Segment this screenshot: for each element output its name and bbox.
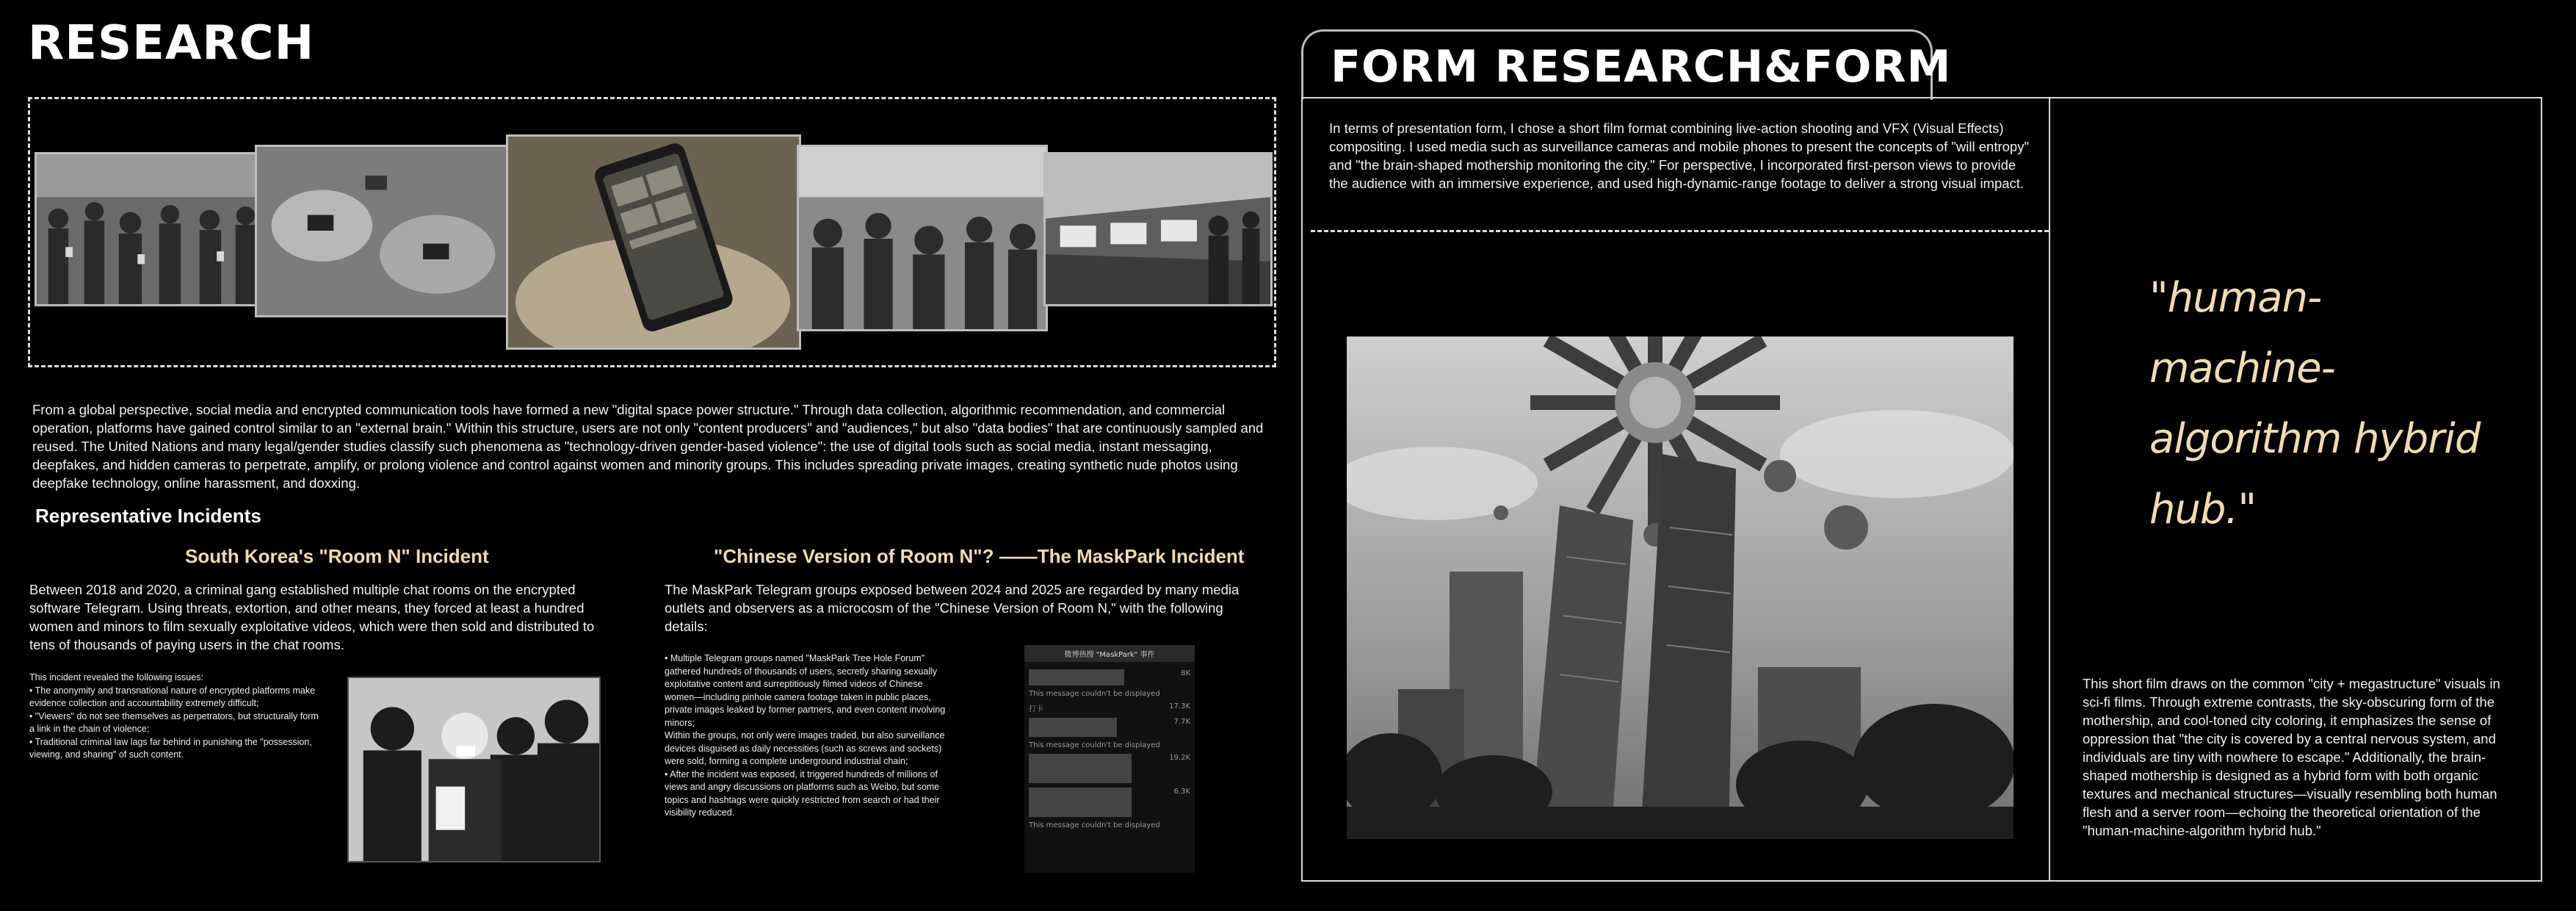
- chat-count: 7.7K: [1173, 718, 1190, 726]
- research-title: RESEARCH: [28, 16, 315, 71]
- chat-row: [1029, 754, 1190, 783]
- list-item: • Traditional criminal law lags far behind in punishing the "possession, viewing, and sharing" of such content.: [29, 736, 312, 760]
- chat-row: [1029, 669, 1190, 685]
- photo-hands-phones: [255, 145, 513, 317]
- list-item: • "Viewers" do not see themselves as perpetrators, but structurally form a link in the chain of violence;: [29, 710, 319, 734]
- image-city-megastructure: [1347, 336, 2014, 839]
- chat-row: [1029, 718, 1190, 737]
- dashed-divider: [1311, 230, 2049, 232]
- photo-subway-car: [1043, 152, 1273, 306]
- photo-strip: [28, 97, 1276, 367]
- form-research-title: FORM RESEARCH&FORM: [1331, 41, 1952, 93]
- photo-telegram-chat: [1024, 645, 1195, 873]
- chat-message: This message couldn't be displayed: [1029, 741, 1160, 749]
- incident-maskpark-title: "Chinese Version of Room N"? ——The MaskPark Incident: [714, 545, 1245, 567]
- list-item: Within the groups, not only were images traded, but also surveillance devices disguised as daily necessities (such as screws and sockets) were sold, forming a complete underground industrial chain;: [665, 730, 945, 766]
- form-panel-divider: [2049, 97, 2050, 882]
- incident-room-n-title: South Korea's "Room N" Incident: [185, 545, 489, 567]
- list-item: • After the incident was exposed, it triggered hundreds of millions of views and angry discussions on platforms such as Weibo, but some topics and hashtags were quickly restricted from search or had their visibility reduced.: [665, 768, 940, 818]
- list-item: This incident revealed the following issues:: [29, 672, 203, 683]
- chat-message: This message couldn't be displayed: [1029, 690, 1160, 698]
- list-item: • The anonymity and transnational nature of encrypted platforms make evidence collection and accountability extremely difficult;: [29, 685, 316, 708]
- incident-room-n-text: Between 2018 and 2020, a criminal gang established multiple chat rooms on the encrypted software Telegram. Using threats, extortion, and other means, they forced at least a hundred women and minors to film sexually exploitative videos, which were then sold and distributed to tens of thousands of paying users in the chat rooms.: [29, 582, 595, 652]
- chat-count: 17.3K: [1169, 702, 1190, 710]
- chat-count: 6.3K: [1173, 788, 1190, 796]
- chat-row: [1029, 788, 1190, 817]
- representative-incidents-heading: Representative Incidents: [35, 505, 261, 527]
- research-intro: From a global perspective, social media and encrypted communication tools have formed a new "digital space power structure." Through data collection, algorithmic recommendation, and commercial operation, platforms have gained control similar to an "external brain." Within this structure, users are not only "content producers" and "audiences," but also "data bodies" that are continuously sampled and reused. The United Nations and many legal/gender studies classify such phenomena as "technology-driven gender-based violence": the use of digital tools such as social media, instant messaging, deepfakes, and hidden cameras to perpetrate, amplify, or prolong violence and control against women and minority groups. This includes spreading private images, creating synthetic nude photos using deepfake technology, online harassment, and doxxing.: [32, 402, 1264, 491]
- photo-crowd-phones: [35, 152, 264, 306]
- chat-count: 19.2K: [1169, 754, 1190, 762]
- chat-row: [1029, 702, 1190, 713]
- chat-count: 8K: [1181, 669, 1190, 677]
- photo-room-n-arrest: [347, 677, 601, 863]
- hybrid-hub-quote: "human-machine-algorithm hybrid hub.": [2149, 274, 2481, 533]
- list-item: • Multiple Telegram groups named "MaskPark Tree Hole Forum" gathered hundreds of thousands of users, secretly sharing sexually exploitative content and surreptitiously filmed videos of Chinese women—including pinhole camera footage taken in public places, private images leaked by former partners, and even content involving minors;: [665, 653, 946, 728]
- chat-message: 打卡: [1029, 705, 1043, 713]
- photo-phone-closeup: [506, 134, 801, 350]
- chat-message: This message couldn't be displayed: [1029, 821, 1160, 829]
- film-description: This short film draws on the common "city + megastructure" visuals in sci-fi films. Through extreme contrasts, the sky-obscuring form of the mothership, and cool-toned city coloring, it emphasizes the sense of oppression that "the city is covered by a central nervous system, and individuals are tiny with nowhere to escape." Additionally, the brain-shaped mothership is designed as a hybrid form with both organic textures and mechanical structures—visually resembling both human flesh and a server room—echoing the theoretical orientation of the "human-machine-algorithm hybrid hub.": [2083, 676, 2500, 838]
- chat-header: 微博热搜 "MaskPark" 事件: [1024, 645, 1195, 662]
- incident-room-n-issues: [29, 671, 323, 762]
- incident-maskpark-details: [665, 652, 951, 820]
- form-description: In terms of presentation form, I chose a short film format combining live-action shooting and VFX (Visual Effects) compositing. I used media such as surveillance cameras and mobile phones to present the concepts of "will entropy" and "the brain-shaped mothership monitoring the city." For perspective, I incorporated first-person views to provide the audience with an immersive experience, and used high-dynamic-range footage to deliver a strong visual impact.: [1329, 120, 2030, 191]
- incident-maskpark-text: The MaskPark Telegram groups exposed between 2024 and 2025 are regarded by many media outlets and observers as a microcosm of the "Chinese Version of Room N," with the following details:: [665, 582, 1240, 634]
- photo-subway-passengers: [797, 145, 1048, 331]
